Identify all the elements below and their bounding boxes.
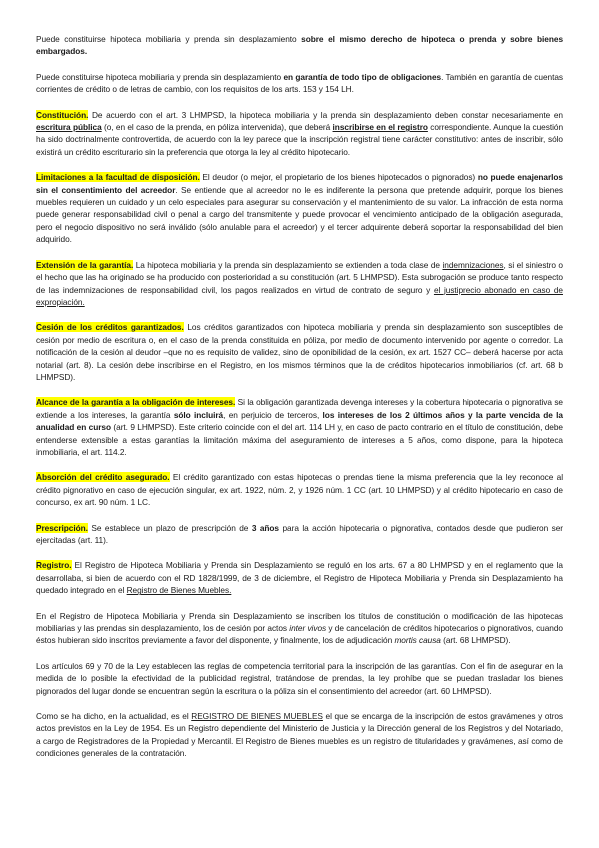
text-segment: De acuerdo con el art. 3 LHMPSD, la hipoteca mobiliaria y la prenda sin desplazamiento deben constar necesariamente en — [88, 109, 563, 120]
text-segment: Se establece un plazo de prescripción de — [87, 522, 252, 533]
bold-text: en garantía de todo tipo de obligaciones — [283, 71, 442, 82]
text-segment: La hipoteca mobiliaria y la prenda sin desplazamiento se extienden a toda clase de — [133, 259, 443, 270]
text-segment: Como se ha dicho, en la actualidad, es el — [36, 711, 192, 722]
text-segment: Los artículos 69 y 70 de la Ley establecen las reglas de competencia territorial para la inscripción de las garantías. Con el fin de asegurar en la medida de lo posible la efectividad de la publicidad registral, tratándose de prendas, la ley prohíbe que se puedan trasladar los bienes pignorados del lugar donde se encuentran según la escritura o la póliza sin el consentimiento del acreedor (art. 60 LHMPSD). — [36, 660, 563, 696]
text-segment: (art. 9 LHMPSD). Este criterio coincide con el del art. 114 LH y, en caso de pacto contrario en el título de constitución, debe entenderse extensible a estas garantías la limitación máxima del aseguramiento de intereses a 5 años, como dispone, para la hipoteca inmobiliaria, el art. 114.2. — [36, 422, 563, 457]
text-segment: El deudor (o mejor, el propietario de los bienes hipotecados o pignorados) — [199, 172, 478, 183]
paragraph-competencia — [36, 660, 563, 697]
paragraph-intereses — [36, 396, 563, 458]
text-segment: El Registro de Hipoteca Mobiliaria y Prenda sin Desplazamiento se reguló en los arts. 67 a 80 LHMPSD y en el reglamento que la desarrollaba, si bien de acuerdo con el RD 1828/1999, de 3 de diciembre, el Registro de Hipoteca Mobiliaria y Prenda sin Desplazamiento ha quedado integrado en el — [36, 560, 563, 596]
text-segment: (o, en el caso de la prenda, en póliza intervenida), que deberá — [101, 122, 333, 133]
section-heading: Alcance de la garantía a la obligación de intereses. — [36, 397, 236, 408]
section-heading: Cesión de los créditos garantizados. — [36, 322, 184, 333]
bold-underlined-text: escritura pública — [36, 122, 102, 133]
underlined-text: REGISTRO DE BIENES MUEBLES — [191, 711, 323, 722]
text-segment: (art. 68 LHMPSD). — [440, 635, 511, 646]
section-heading: Extensión de la garantía. — [36, 259, 134, 270]
section-heading: Prescripción. — [36, 522, 88, 533]
paragraph-bienes-muebles — [36, 710, 563, 760]
bold-text: los intereses de los 2 últimos años y la parte vencida de la anualidad en curso — [36, 409, 563, 433]
text-segment: Puede constituirse hipoteca mobiliaria y prenda sin desplazamiento — [36, 34, 302, 44]
text-segment: , si el siniestro o el hecho que las ha originado se ha producido con posterioridad a su constitución (art. 5 LHMPSD). Esta subrogación se produce tanto respecto de las indemnizaciones de responsabilidad civil, los pagos realizados en virtud de contrato de seguro y — [36, 259, 564, 295]
section-heading: Absorción del crédito asegurado. — [36, 472, 170, 483]
paragraph-obligaciones — [36, 71, 563, 96]
bold-text: sólo incluirá — [173, 409, 224, 420]
paragraph-limitaciones — [36, 171, 563, 245]
paragraph-constitucion — [36, 109, 563, 159]
text-segment: Puede constituirse hipoteca mobiliaria y prenda sin desplazamiento — [36, 71, 284, 82]
paragraph-cesion — [36, 321, 563, 383]
bold-text: no puede enajenarlos sin el consentimiento del acreedor — [36, 172, 563, 195]
paragraph-embargo — [36, 33, 563, 58]
underlined-text: el justiprecio abonado en caso de expropiación. — [36, 284, 563, 307]
paragraph-prescripcion — [36, 522, 563, 547]
italic-text: mortis causa — [394, 635, 441, 646]
section-heading: Registro. — [36, 560, 72, 571]
text-segment: El crédito garantizado con estas hipotecas o prendas tiene la misma preferencia que la ley reconoce al crédito pignorativo en caso de ejecución singular, ex art. 1922, núm. 2, y 1926 núm. 1 CC (art. 10 LHMPSD) y al crédito hipotecario en caso de concurso, ex art. 90 núm. 1 LC. — [36, 472, 563, 508]
bold-underlined-text: inscribirse en el registro — [332, 122, 428, 133]
text-segment: Si la obligación garantizada devenga intereses y la cobertura hipotecaria o pignorativa se extiende a los intereses, la garantía — [36, 397, 563, 420]
italic-text: inter vivos — [289, 623, 327, 634]
text-segment: para la acción hipotecaria o pignorativa, contados desde que pudieron ser ejercitadas (art. 11). — [36, 522, 564, 545]
bold-text: 3 años — [251, 522, 280, 533]
text-segment: Los créditos garantizados con hipoteca mobiliaria y prenda sin desplazamiento son susceptibles de cesión por medio de escritura o, en el caso de la prenda constituida en póliza, por medio de documento intervenido por agente o corredor. La notificación de la cesión al deudor –que no es requisito de validez, sino de oponibilidad de la cesión, ex art. 1527 CC– deberá hacerse por acta notarial (art. 8). La cesión debe inscribirse en el Registro, en los mismos términos que la de créditos hipotecarios inmobiliarios (cf. art. 68 b LHMPSD). — [36, 322, 563, 382]
text-segment: correspondiente. Aunque la cuestión ha sido doctrinalmente controvertida, de acuerdo con la ley parece que la inscripción registral tiene carácter constitutivo: antes de inscribir, sólo existirá un crédito escriturario sin la preferencia que otorga la ley al crédito hipotecario. — [36, 122, 564, 157]
text-segment: , en perjuicio de terceros, — [223, 409, 323, 420]
paragraph-extension — [36, 259, 563, 309]
text-segment: . También en garantía de cuentas corrientes de crédito o de letras de cambio, con los requisitos de los arts. 153 y 154 LH. — [36, 71, 564, 95]
bold-text: sobre el mismo derecho de hipoteca o prenda y sobre bienes embargados. — [36, 34, 564, 57]
paragraph-inscripciones — [36, 610, 563, 647]
text-segment: En el Registro de Hipoteca Mobiliaria y Prenda sin Desplazamiento se inscriben los títulos de constitución o modificación de las hipotecas mobiliarias y las prendas sin desplazamiento, los de cesión por actos — [36, 610, 563, 634]
underlined-text: indemnizaciones — [442, 259, 504, 270]
paragraph-absorcion — [36, 471, 563, 508]
text-segment: y de cancelación de créditos hipotecarios o pignorativos, cuando éstos hubieran sido inscritos previamente a favor del disponente, y finalmente, los de adjudicación — [36, 623, 563, 646]
section-heading: Constitución. — [36, 109, 89, 120]
section-heading: Limitaciones a la facultad de disposición. — [36, 172, 200, 183]
text-segment: el que se encarga de la inscripción de estos gravámenes y otros actos previstos en la Ley de 1954. Es un Registro dependiente del Ministerio de Justicia y la Dirección general de los Registros y del Notariado, a cargo de Registradores de la Propiedad y Mercantil. El Registro de Bienes muebles es un registro de titularidades y gravámenes, así como de condiciones generales de la contratación. — [36, 711, 564, 759]
paragraph-registro — [36, 559, 563, 596]
underlined-text: Registro de Bienes Muebles. — [126, 585, 232, 596]
text-segment: . Se entiende que al acreedor no le es indiferente la persona que pretende adquirir, porque los bienes muebles requieren un cuidado y un celo especiales para asegurar su conservación y el mantenimiento de su valor. La infracción de esta norma puede generar responsabilidad civil o penal a cargo del transmitente y puede provocar el vencimiento anticipado de la obligación asegurada, pero el negocio dispositivo no será inválido (sólo anulable para el acreedor) y el tercer adquirente deberá soportar la responsabilidad del bien adquirido. — [36, 184, 563, 245]
